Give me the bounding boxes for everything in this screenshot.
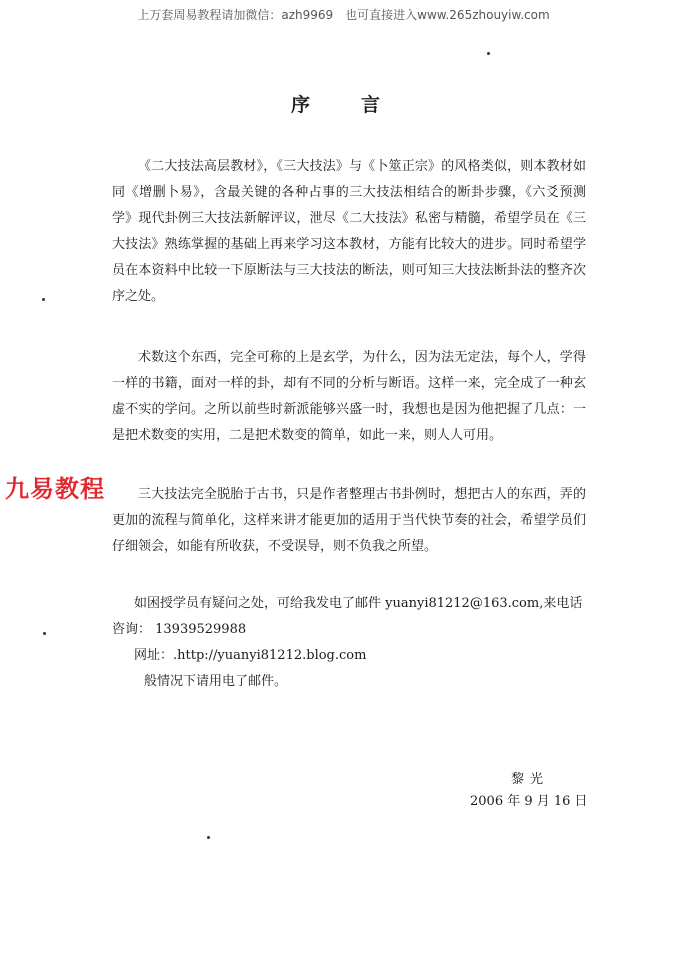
scan-speck [42, 298, 45, 301]
contact-note: 般情况下请用电了邮件。 [144, 674, 288, 689]
contact-website: 网址：.http://yuanyi81212.blog.com [134, 648, 367, 663]
scan-speck [487, 52, 490, 55]
header-banner: 上万套周易教程请加微信：azh9969 也可直接进入www.265zhouyiw.com [137, 8, 550, 22]
page-title: 序 言 [290, 94, 396, 116]
preface-paragraph-1: 《二大技法高层教材》，《三大技法》与《卜筮正宗》的风格类似，则本教材如同《增删卜易》，含最关键的各种占事的三大技法相结合的断卦步骤，《六爻预测学》现代卦例三大技法新解评议，泄尽《二大技法》私密与精髓，希望学员在《三大技法》熟练掌握的基础上再来学习这本教材，方能有比较大的进步。同时希望学员在本资料中比较一下原断法与三大技法的断法，则可知三大技法断卦法的整齐次序之处。 [112, 159, 586, 304]
watermark-logo: 九易教程 [5, 475, 105, 503]
scan-speck [43, 632, 46, 635]
preface-paragraph-3: 三大技法完全脱胎于古书，只是作者整理古书卦例时，想把古人的东西，弄的更加的流程与简单化，这样来讲才能更加的适用于当代快节奏的社会，希望学员们仔细领会，如能有所收获，不受误导，则不负我之所望。 [112, 487, 586, 554]
contact-email-phone: 如困授学员有疑问之处，可给我发电了邮件 yuanyi81212@163.com,来电话咨询： 13939529988 [112, 596, 583, 637]
signature-name: 黎光 [511, 772, 550, 787]
signature-date: 2006 年 9 月 16 日 [470, 794, 588, 809]
preface-paragraph-2: 术数这个东西，完全可称的上是玄学，为什么，因为法无定法，每个人，学得一样的书籍，面对一样的卦，却有不同的分析与断语。这样一来，完全成了一种玄虚不实的学问。之所以前些时新派能够兴盛一时，我想也是因为他把握了几点：一是把术数变的实用，二是把术数变的简单，如此一来，则人人可用。 [112, 350, 586, 443]
scan-speck [207, 836, 210, 839]
